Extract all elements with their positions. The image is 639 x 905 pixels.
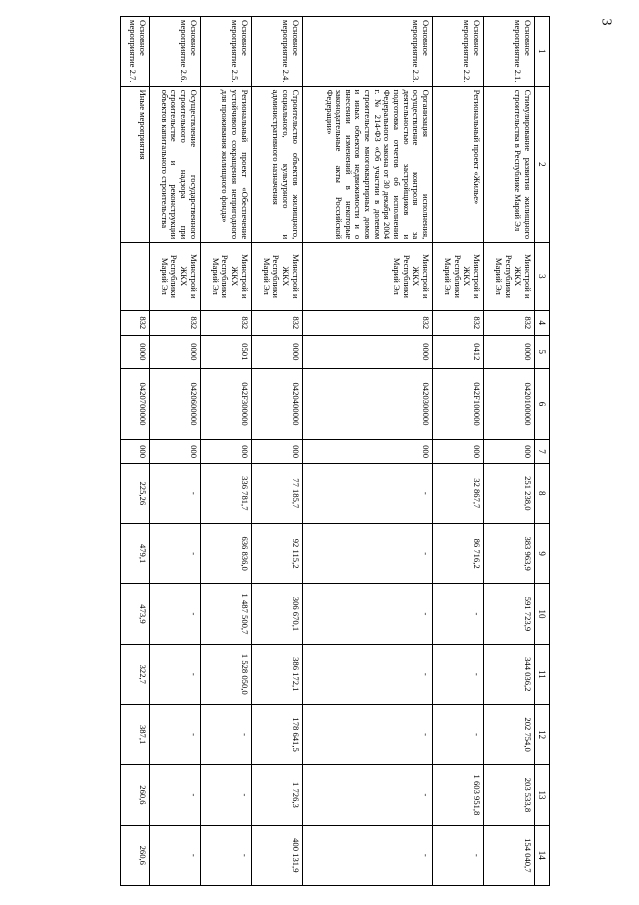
cell-rzpr: 0000 (121, 336, 150, 368)
cell-y2015: 86 716,2 (432, 523, 483, 583)
cell-y2019: 1 726,3 (251, 765, 302, 825)
cell-csr: 0420700000 (121, 368, 150, 440)
cell-y2015: - (149, 523, 200, 583)
cell-y2018: 202 754,0 (483, 704, 534, 764)
cell-y2016: 306 670,1 (251, 584, 302, 644)
cell-name: Осуществление государственного строительного надзора при строительстве и реконструкции объектов капитального строительства (149, 86, 200, 243)
cell-measure: Основное мероприятие 2.2. (432, 17, 483, 87)
cell-measure: Основное мероприятие 2.5. (200, 17, 251, 87)
cell-y2019: 203 533,8 (483, 765, 534, 825)
cell-y2015: 383 963,9 (483, 523, 534, 583)
cell-y2018: - (302, 704, 432, 764)
cell-measure: Основное мероприятие 2.6. (149, 17, 200, 87)
cell-measure: Основное мероприятие 2.3. (302, 17, 432, 87)
cell-grbs: 832 (302, 310, 432, 336)
column-header-3: 3 (534, 243, 549, 310)
cell-name: Иные мероприятия (121, 86, 150, 243)
table-body (121, 17, 535, 886)
column-header-12: 12 (534, 704, 549, 764)
cell-vr: 000 (483, 440, 534, 463)
cell-y2019: 1 603 951,8 (432, 765, 483, 825)
cell-y2017: - (302, 644, 432, 704)
column-header-9: 9 (534, 523, 549, 583)
cell-y2017: 386 172,1 (251, 644, 302, 704)
cell-executor: Минстрой и ЖКХ Республики Марий Эл (200, 243, 251, 310)
column-header-5: 5 (534, 336, 549, 368)
cell-csr: 0420400000 (251, 368, 302, 440)
cell-csr: 042F100000 (432, 368, 483, 440)
cell-y2016: - (432, 584, 483, 644)
cell-measure: Основное мероприятие 2.7. (121, 17, 150, 87)
cell-y2020: 260,6 (121, 825, 150, 885)
cell-measure: Основное мероприятие 2.4. (251, 17, 302, 87)
cell-rzpr: 0501 (200, 336, 251, 368)
cell-grbs: 832 (251, 310, 302, 336)
cell-vr: 000 (432, 440, 483, 463)
table-row (302, 17, 432, 886)
column-header-1: 1 (534, 17, 549, 87)
cell-executor: Минстрой и ЖКХ Республики Марий Эл (432, 243, 483, 310)
column-header-6: 6 (534, 368, 549, 440)
rotated-table-container (120, 16, 550, 886)
cell-y2016: - (149, 584, 200, 644)
cell-y2017: 344 036,2 (483, 644, 534, 704)
cell-executor (121, 243, 150, 310)
column-header-10: 10 (534, 584, 549, 644)
cell-csr: 042F300000 (200, 368, 251, 440)
column-header-13: 13 (534, 765, 549, 825)
cell-name: Региональный проект «Обеспечение устойчивого сокращения непригодного для проживания жилищного фонда» (200, 86, 251, 243)
cell-y2018: - (200, 704, 251, 764)
column-header-7: 7 (534, 440, 549, 463)
cell-y2014: 336 781,7 (200, 463, 251, 523)
cell-y2015: - (302, 523, 432, 583)
cell-name: Региональный проект «Жилье» (432, 86, 483, 243)
cell-y2015: 479,1 (121, 523, 150, 583)
cell-vr: 000 (251, 440, 302, 463)
cell-y2018: - (432, 704, 483, 764)
cell-y2019: 260,6 (121, 765, 150, 825)
cell-vr: 000 (200, 440, 251, 463)
cell-csr: 0420300000 (302, 368, 432, 440)
table-header-row (534, 17, 549, 886)
cell-grbs: 832 (483, 310, 534, 336)
cell-y2020: 400 131,9 (251, 825, 302, 885)
table-row (200, 17, 251, 886)
cell-y2015: 636 836,0 (200, 523, 251, 583)
cell-rzpr: 0000 (302, 336, 432, 368)
table-row (149, 17, 200, 886)
page-number: 3 (598, 18, 614, 26)
table-row (432, 17, 483, 886)
cell-y2016: 591 723,9 (483, 584, 534, 644)
cell-y2017: 322,7 (121, 644, 150, 704)
cell-y2019: - (149, 765, 200, 825)
cell-vr: 000 (302, 440, 432, 463)
cell-y2014: 32 867,7 (432, 463, 483, 523)
cell-grbs: 832 (432, 310, 483, 336)
cell-executor: Минстрой и ЖКХ Республики Марий Эл (251, 243, 302, 310)
cell-y2016: - (302, 584, 432, 644)
cell-name: Организация исполнения, осуществление контроля за деятельностью застройщиков и подготовка отчетов об исполнении Федерального закона от 30 декабря 2004 г. № 214-ФЗ «Об участии в долевом строительстве многоквартирных домов и иных объектов недвижимости и о внесении изменений в некоторые законодательные акты Российской Федерации» (302, 86, 432, 243)
cell-y2014: - (149, 463, 200, 523)
cell-y2018: 178 641,5 (251, 704, 302, 764)
cell-csr: 0420600000 (149, 368, 200, 440)
table-row (121, 17, 150, 886)
cell-rzpr: 0000 (483, 336, 534, 368)
cell-y2020: 154 040,7 (483, 825, 534, 885)
cell-y2020: - (302, 825, 432, 885)
cell-y2016: 1 487 500,7 (200, 584, 251, 644)
column-header-11: 11 (534, 644, 549, 704)
cell-executor: Минстрой и ЖКХ Республики Марий Эл (483, 243, 534, 310)
cell-grbs: 832 (121, 310, 150, 336)
cell-name: Строительство объектов жилищного, социального, культурного и административного назначения (251, 86, 302, 243)
cell-y2014: 77 185,7 (251, 463, 302, 523)
cell-y2014: 225,26 (121, 463, 150, 523)
program-measures-table (120, 16, 550, 886)
cell-name: Стимулирование развития жилищного строительства в Республике Марий Эл (483, 86, 534, 243)
cell-rzpr: 0412 (432, 336, 483, 368)
column-header-8: 8 (534, 463, 549, 523)
cell-measure: Основное мероприятие 2.1. (483, 17, 534, 87)
cell-csr: 0420100000 (483, 368, 534, 440)
column-header-4: 4 (534, 310, 549, 336)
cell-grbs: 832 (200, 310, 251, 336)
cell-vr: 000 (121, 440, 150, 463)
cell-executor: Минстрой и ЖКХ Республики Марий Эл (302, 243, 432, 310)
cell-y2019: - (302, 765, 432, 825)
cell-grbs: 832 (149, 310, 200, 336)
cell-y2014: 251 238,0 (483, 463, 534, 523)
cell-y2017: - (432, 644, 483, 704)
table-row (483, 17, 534, 886)
cell-y2020: - (149, 825, 200, 885)
cell-rzpr: 0000 (251, 336, 302, 368)
cell-vr: 000 (149, 440, 200, 463)
cell-executor: Минстрой и ЖКХ Республики Марий Эл (149, 243, 200, 310)
cell-y2020: - (432, 825, 483, 885)
cell-y2019: - (200, 765, 251, 825)
cell-y2015: 92 115,2 (251, 523, 302, 583)
column-header-2: 2 (534, 86, 549, 243)
cell-y2018: 387,1 (121, 704, 150, 764)
cell-y2017: 1 528 050,0 (200, 644, 251, 704)
table-row (251, 17, 302, 886)
cell-y2016: 473,9 (121, 584, 150, 644)
cell-y2014: - (302, 463, 432, 523)
cell-y2020: - (200, 825, 251, 885)
cell-y2017: - (149, 644, 200, 704)
cell-y2018: - (149, 704, 200, 764)
column-header-14: 14 (534, 825, 549, 885)
cell-rzpr: 0000 (149, 336, 200, 368)
